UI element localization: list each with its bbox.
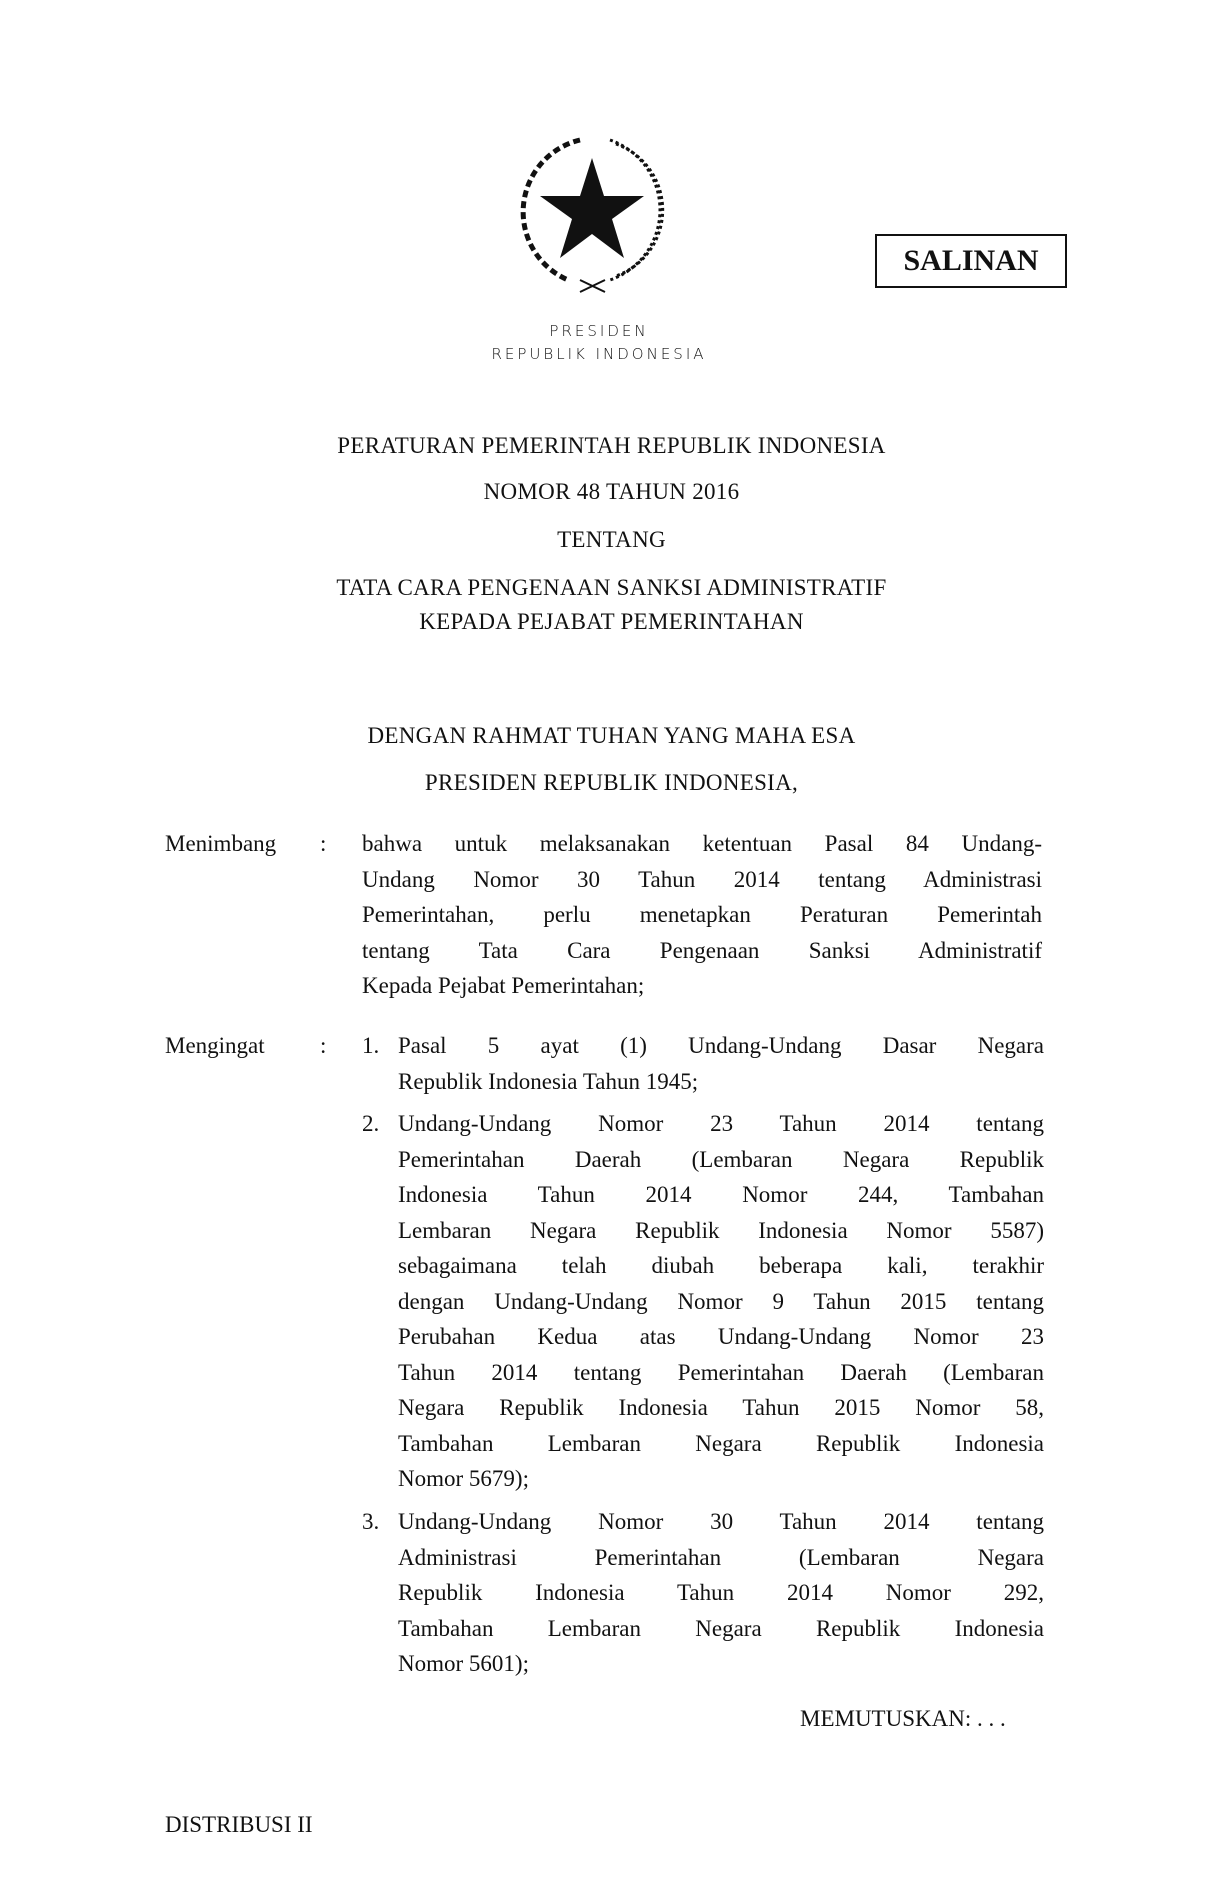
mengingat-label: Mengingat — [165, 1033, 265, 1058]
preamble-line-2: PRESIDEN REPUBLIK INDONESIA, — [424, 770, 799, 795]
text-line: Undang-Undang Nomor 30 Tahun 2014 tentang — [398, 1509, 1044, 1534]
text-line: Indonesia Tahun 2014 Nomor 244, Tambahan — [398, 1182, 1044, 1207]
mengingat-item-1 — [398, 1028, 1044, 1099]
text-line: Tambahan Lembaran Negara Republik Indonesia — [398, 1615, 1044, 1641]
text-line: dengan Undang-Undang Nomor 9 Tahun 2015 tentang — [398, 1288, 1044, 1314]
item-number: 1. — [362, 1033, 380, 1058]
salinan-stamp: SALINAN — [875, 234, 1067, 288]
menimbang-label: Menimbang — [165, 831, 277, 856]
mengingat-colon: : — [320, 1033, 327, 1058]
regulation-number: NOMOR 48 TAHUN 2016 — [483, 479, 740, 504]
text-line: Tahun 2014 tentang Pemerintahan Daerah (Lembaran — [398, 1359, 1044, 1385]
text-line: Administrasi Pemerintahan (Lembaran Negara — [398, 1544, 1044, 1570]
regulation-subject-2: KEPADA PEJABAT PEMERINTAHAN — [419, 609, 804, 634]
text-line: Kepada Pejabat Pemerintahan; — [362, 973, 645, 998]
menimbang-text — [362, 826, 1042, 1004]
text-line: Pemerintahan, perlu menetapkan Peraturan Pemerintah — [362, 902, 1042, 927]
text-line: Perubahan Kedua atas Undang-Undang Nomor 23 — [398, 1324, 1044, 1349]
menimbang-colon: : — [320, 831, 327, 856]
presidential-seal-icon — [510, 130, 675, 295]
regulation-subject-1: TATA CARA PENGENAAN SANKSI ADMINISTRATIF — [336, 575, 887, 600]
continuation-note: MEMUTUSKAN: . . . — [800, 1706, 1006, 1731]
text-line: Tambahan Lembaran Negara Republik Indonesia — [398, 1430, 1044, 1456]
text-line: Lembaran Negara Republik Indonesia Nomor 5587) — [398, 1217, 1044, 1243]
item-number: 3. — [362, 1509, 380, 1534]
issuer-line-1: PRESIDEN — [549, 322, 649, 340]
preamble-line-1: DENGAN RAHMAT TUHAN YANG MAHA ESA — [367, 723, 856, 748]
text-line: bahwa untuk melaksanakan ketentuan Pasal 84 Undang- — [362, 831, 1042, 856]
text-line: Undang Nomor 30 Tahun 2014 tentang Administrasi — [362, 866, 1042, 892]
regulation-title: PERATURAN PEMERINTAH REPUBLIK INDONESIA — [337, 433, 886, 458]
mengingat-item-3 — [398, 1504, 1044, 1682]
text-line: Nomor 5679); — [398, 1466, 529, 1491]
text-line: tentang Tata Cara Pengenaan Sanksi Administratif — [362, 937, 1042, 963]
text-line: Pasal 5 ayat (1) Undang-Undang Dasar Negara — [398, 1033, 1044, 1058]
text-line: Undang-Undang Nomor 23 Tahun 2014 tentang — [398, 1111, 1044, 1136]
text-line: sebagaimana telah diubah beberapa kali, terakhir — [398, 1253, 1044, 1278]
regulation-about: TENTANG — [557, 527, 666, 552]
text-line: Pemerintahan Daerah (Lembaran Negara Republik — [398, 1146, 1044, 1172]
text-line: Republik Indonesia Tahun 1945; — [398, 1068, 699, 1094]
issuer-line-2: REPUBLIK INDONESIA — [491, 345, 707, 363]
text-line: Negara Republik Indonesia Tahun 2015 Nomor 58, — [398, 1395, 1044, 1420]
text-line: Republik Indonesia Tahun 2014 Nomor 292, — [398, 1580, 1044, 1605]
text-line: Nomor 5601); — [398, 1651, 529, 1676]
distribution-note: DISTRIBUSI II — [165, 1812, 313, 1837]
mengingat-item-2 — [398, 1106, 1044, 1497]
item-number: 2. — [362, 1111, 380, 1136]
